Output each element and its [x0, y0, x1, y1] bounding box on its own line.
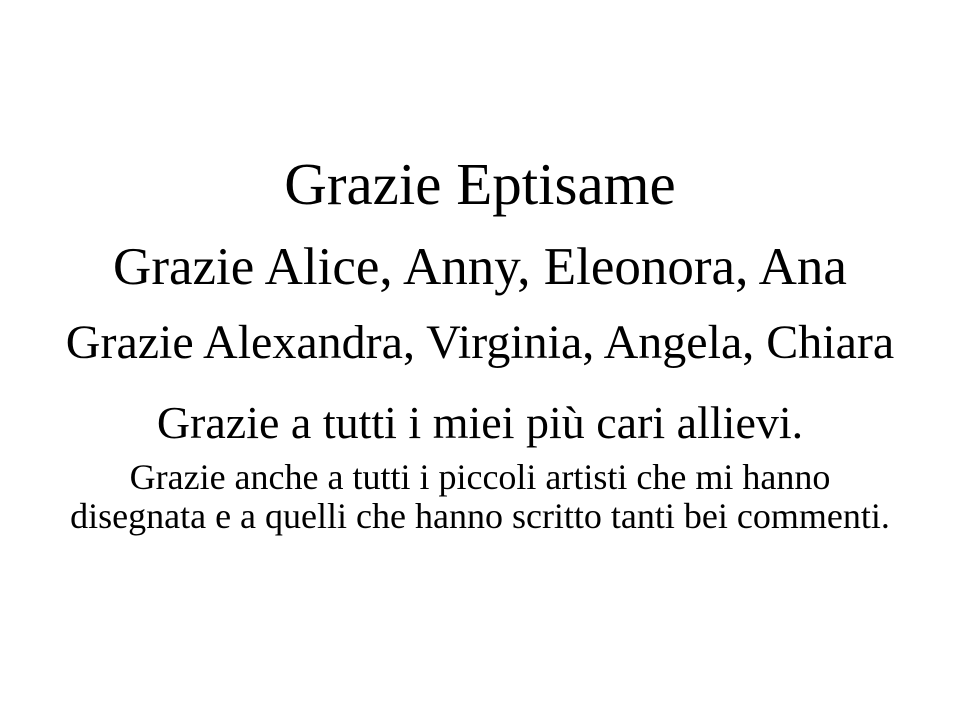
slide-title: Grazie Eptisame — [284, 151, 676, 217]
thanks-line-students: Grazie a tutti i miei più cari allievi. — [156, 397, 804, 448]
thanks-line-names-1: Grazie Alice, Anny, Eleonora, Ana — [113, 238, 847, 296]
thanks-paragraph-artists: Grazie anche a tutti i piccoli artisti che mi hanno disegnata e a quelli che hanno scritto tanti bei commenti. — [70, 457, 890, 536]
thanks-line-names-2: Grazie Alexandra, Virginia, Angela, Chiara — [65, 316, 895, 369]
